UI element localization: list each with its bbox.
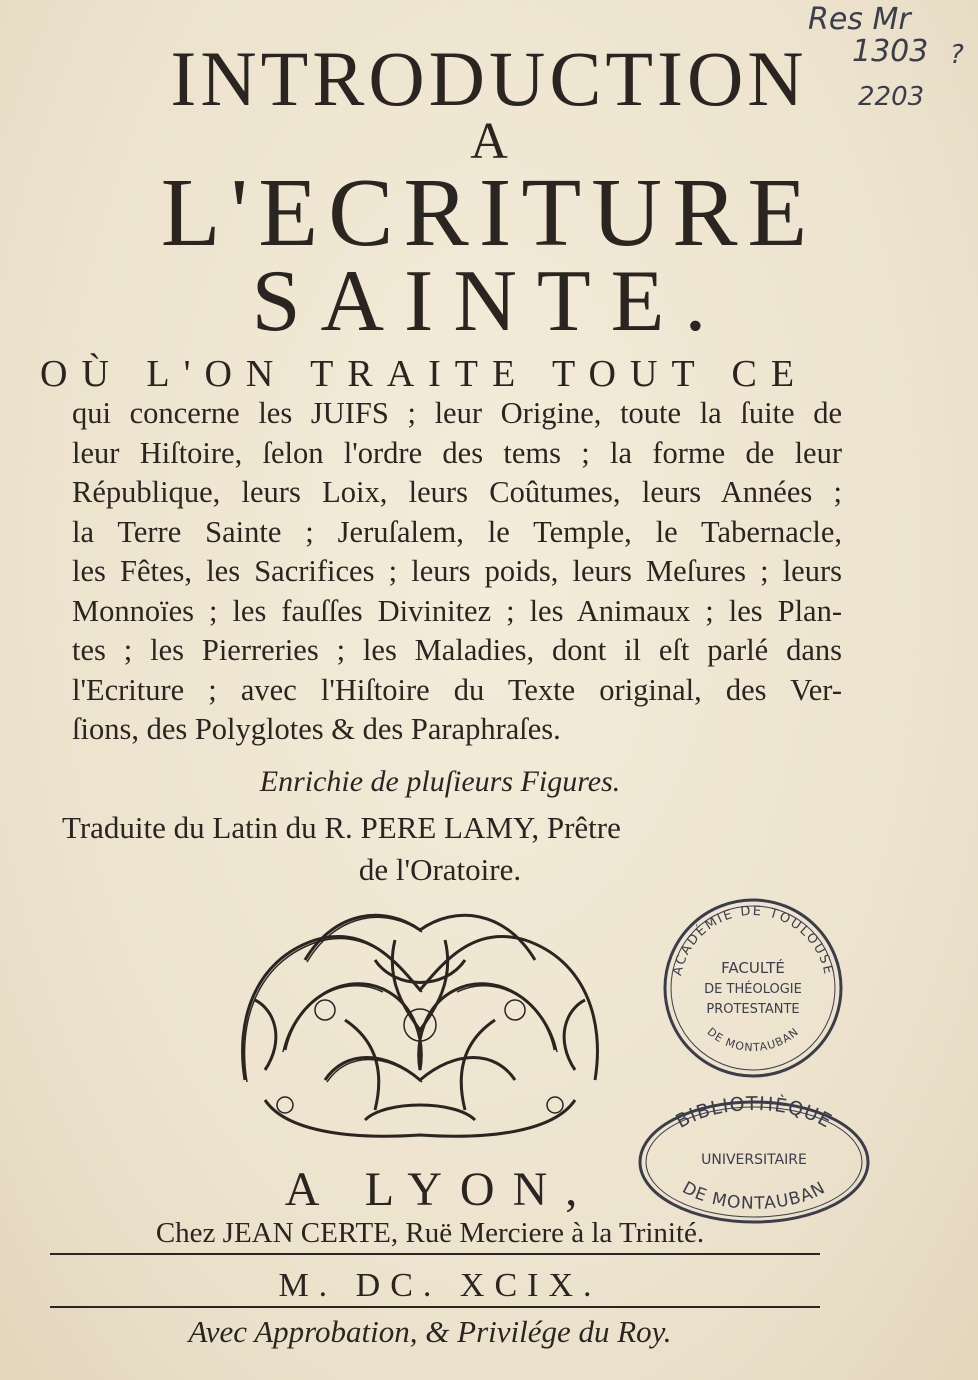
library-stamp-mid: UNIVERSITAIRE <box>701 1152 807 1168</box>
subtitle-line: leur Hiſtoire, ſelon l'ordre des tems ; la forme de leur <box>72 435 842 470</box>
imprint-city: A LYON, <box>284 1163 596 1216</box>
subtitle-heading: OÙ L'ON TRAITE TOUT CE <box>40 353 809 395</box>
svg-text:BIBLIOTHÈQUE <box>672 1093 836 1133</box>
imprint-rule-bottom <box>50 1306 820 1308</box>
subtitle-line: tes ; les Pierreries ; les Maladies, dont il eſt parlé dans <box>72 633 842 667</box>
subtitle-body <box>72 394 842 750</box>
title-line-1: INTRODUCTION <box>170 35 808 122</box>
library-stamp-bottom: DE MONTAUBAN <box>678 1177 830 1214</box>
subtitle-line: qui concerne les JUIFS ; leur Origine, toute la ſuite de <box>72 396 842 430</box>
imprint-publisher: Chez JEAN CERTE, Ruë Merciere à la Trinité. <box>155 1217 705 1249</box>
translation-line-2: de l'Oratoire. <box>358 852 522 887</box>
imprint-rule-top <box>50 1253 820 1255</box>
academy-stamp-bottom: DE MONTAUBAN <box>704 1025 802 1055</box>
title-line-3: L'ECRITURE <box>160 159 818 267</box>
academy-stamp-outer: ACADÉMIE DE TOULOUSE <box>670 903 836 978</box>
handwritten-number: 1303 <box>852 34 929 69</box>
imprint-date: M. DC. XCIX. <box>278 1267 602 1304</box>
handwritten-subnumber: 2203 <box>858 82 925 112</box>
academy-stamp-line: PROTESTANTE <box>706 1002 800 1017</box>
subtitle-line: ſions, des Polyglotes & des Paraphraſes. <box>72 712 561 746</box>
svg-text:DE MONTAUBAN <box>705 1025 802 1054</box>
academy-stamp-line: FACULTÉ <box>721 959 785 977</box>
translation-line-1: Traduite du Latin du R. PERE LAMY, Prêtre <box>62 810 621 845</box>
title-line-2: A <box>470 113 508 170</box>
subtitle-line: les Fêtes, les Sacrifices ; leurs poids, leurs Meſures ; leurs <box>72 554 842 588</box>
knotwork-ornament-icon <box>225 900 615 1150</box>
enrichment-note: Enrichie de pluſieurs Figures. <box>259 765 621 798</box>
subtitle-line: République, leurs Loix, leurs Coûtumes, leurs Années ; <box>72 475 842 509</box>
subtitle-line: Monnoïes ; les fauſſes Divinitez ; les Animaux ; les Plan- <box>72 593 842 628</box>
academy-stamp-line: DE THÉOLOGIE <box>704 982 802 997</box>
academy-stamp <box>658 893 848 1083</box>
handwritten-mark: ? <box>950 40 964 70</box>
library-stamp-top: BIBLIOTHÈQUE <box>672 1092 836 1133</box>
imprint-privilege: Avec Approbation, & Privilége du Roy. <box>188 1314 672 1349</box>
subtitle-line: la Terre Sainte ; Jeruſalem, le Temple, le Tabernacle, <box>72 514 842 549</box>
subtitle-line: l'Ecriture ; avec l'Hiſtoire du Texte original, des Ver- <box>72 672 842 707</box>
title-line-4: SAINTE. <box>251 253 727 350</box>
handwritten-shelfmark: Res Mr <box>808 2 911 37</box>
